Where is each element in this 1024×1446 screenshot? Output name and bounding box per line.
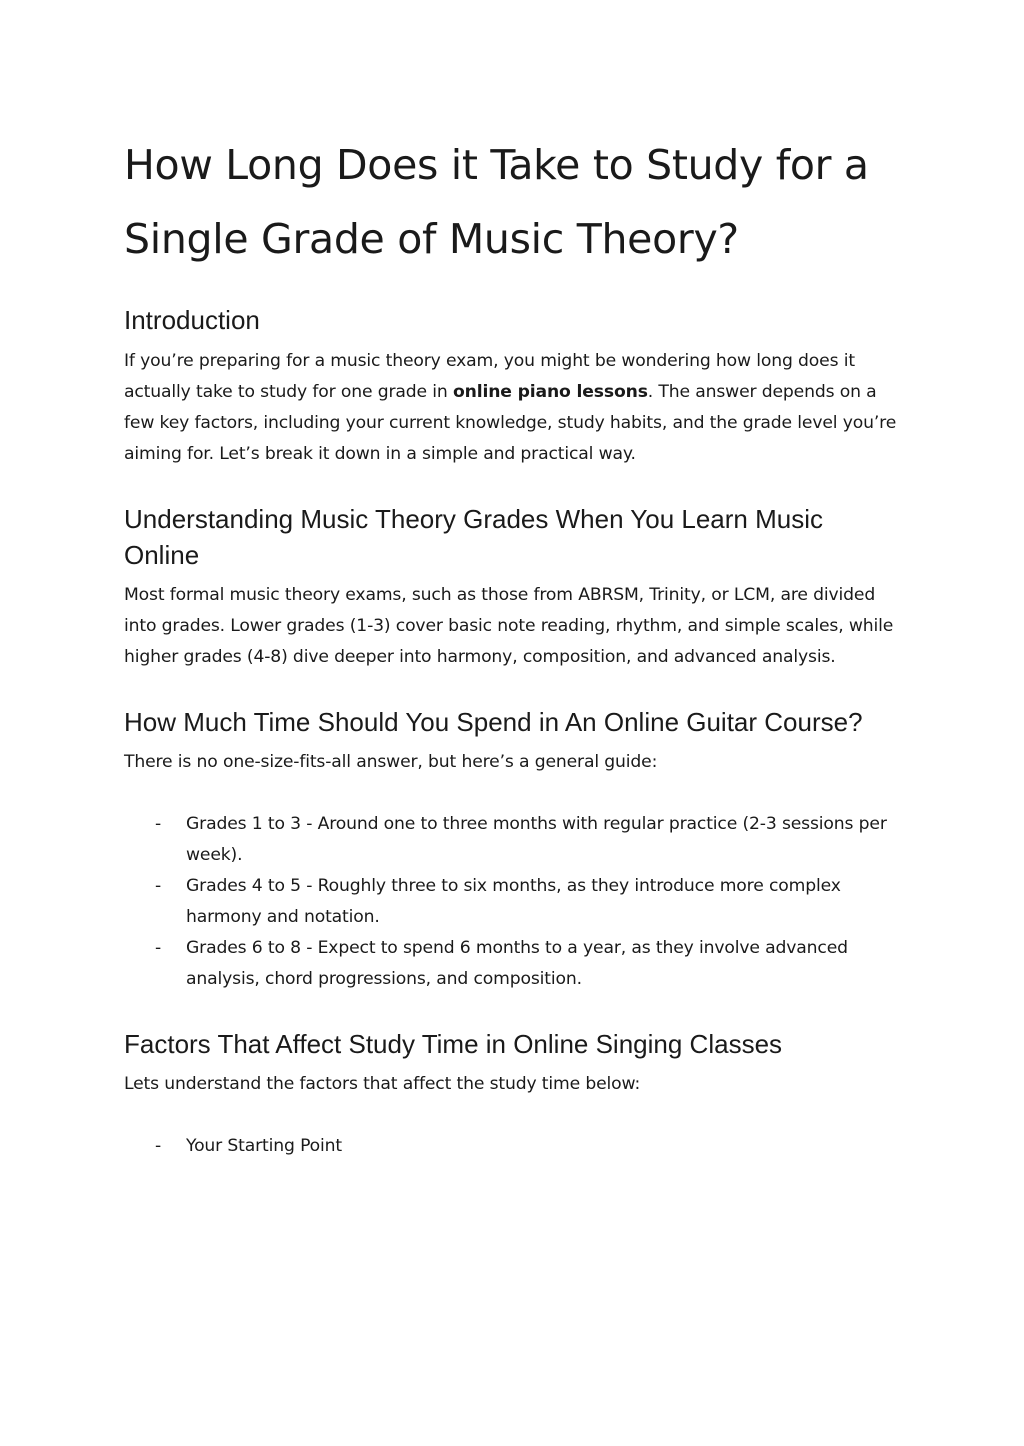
dash-bullet: - [155,938,162,958]
list-item [124,1131,900,1162]
list-item-text: Your Starting Point [186,1136,343,1156]
section-heading-factors: Factors That Affect Study Time in Online Singing Classes [124,1029,783,1059]
intro-text-before: If you’re preparing for a music theory exam, you might be wondering how long does it actually take to study for one grade in [124,351,855,402]
list-item-text: Grades 6 to 8 - Expect to spend 6 months to a year, as they involve advanced analysis, chord progressions, and composition. [186,938,848,989]
dash-bullet: - [155,814,162,834]
factors-list [124,1131,900,1162]
page-title: How Long Does it Take to Study for a Single Grade of Music Theory? [124,141,869,263]
online-piano-lessons-keyword: online piano lessons [452,382,648,402]
list-item [124,809,900,871]
section-heading-time-spend: How Much Time Should You Spend in An Online Guitar Course? [124,707,863,737]
grades-paragraph: Most formal music theory exams, such as those from ABRSM, Trinity, or LCM, are divided into grades. Lower grades (1-3) cover basic note reading, rhythm, and simple scales, while higher grades (4-8) dive deeper into harmony, composition, and advanced analysis. [124,585,894,667]
document-page [124,128,900,1162]
list-item-text: Grades 4 to 5 - Roughly three to six months, as they introduce more complex harmony and notation. [186,876,841,927]
dash-bullet: - [155,1136,162,1156]
section-heading-introduction: Introduction [124,305,260,335]
grade-time-list [124,809,900,995]
intro-paragraph [124,346,900,470]
dash-bullet: - [155,876,162,896]
list-item-text: Grades 1 to 3 - Around one to three months with regular practice (2-3 sessions per week). [186,814,887,865]
factors-paragraph: Lets understand the factors that affect the study time below: [124,1074,641,1094]
time-guide-paragraph: There is no one-size-fits-all answer, but here’s a general guide: [124,752,658,772]
list-item [124,871,900,933]
list-item [124,933,900,995]
intro-text-after: . The answer depends on a few key factors, including your current knowledge, study habits, and the grade level you’re aiming for. Let’s break it down in a simple and practical way. [124,382,897,464]
section-heading-understanding-grades: Understanding Music Theory Grades When You Learn Music Online [124,504,824,570]
